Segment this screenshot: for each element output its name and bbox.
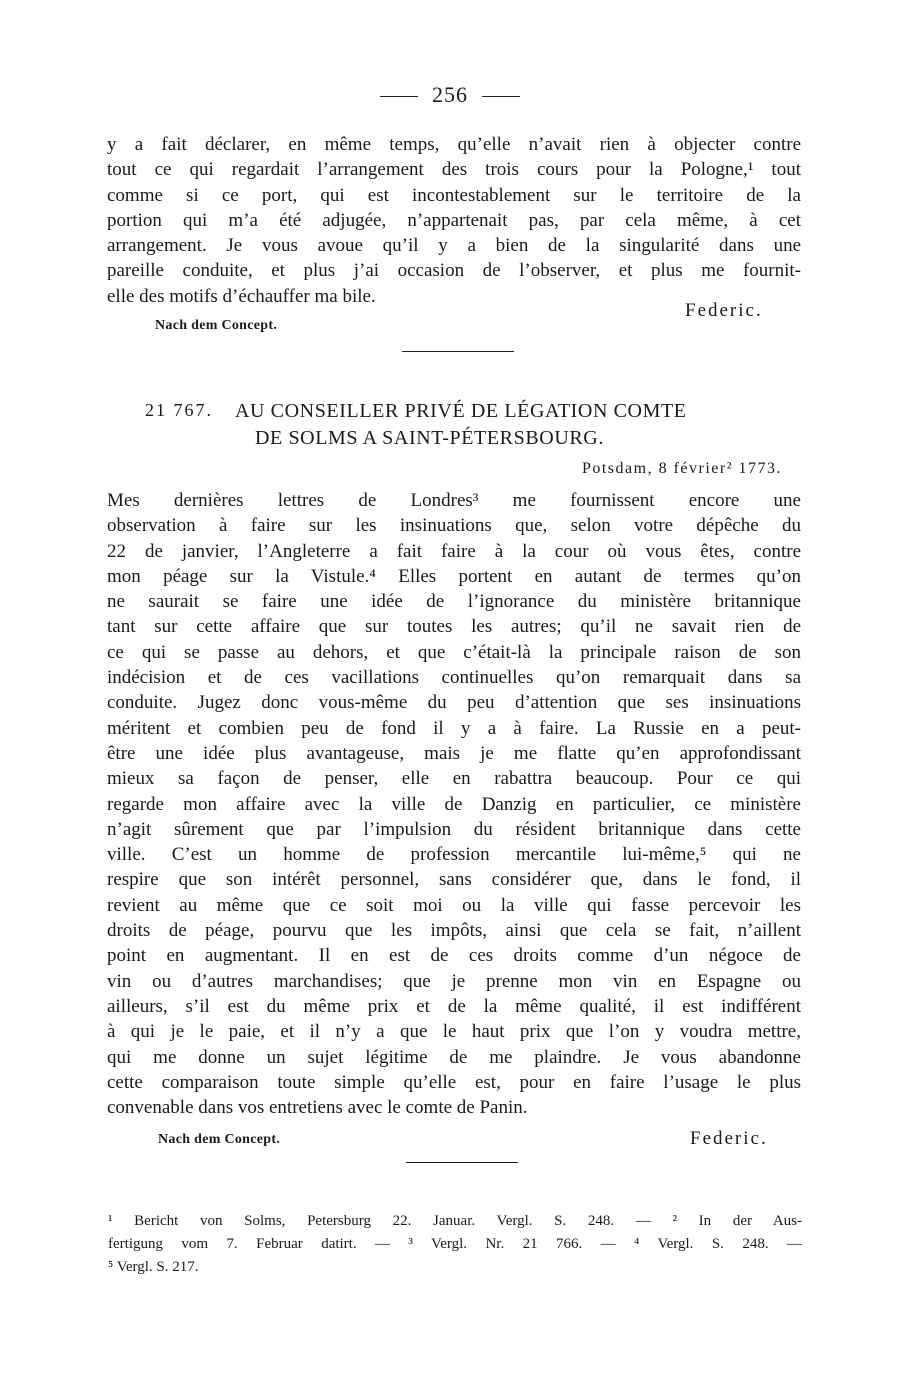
paragraph-line: elle des motifs d’échauffer ma bile. bbox=[107, 285, 376, 307]
letter-body-line: ailleurs, s’il est du même prix et de la même qualité, il est indifférent bbox=[107, 995, 801, 1017]
signature-federic-1: Federic. bbox=[685, 300, 763, 321]
letter-body-line: ville. C’est un homme de profession mercantile lui-même,⁵ qui ne bbox=[107, 844, 801, 866]
letter-body-line: observation à faire sur les insinuations que, selon votre dépêche du bbox=[107, 515, 801, 537]
letter-body-line: tant sur cette affaire que sur toutes les autres; qu’il ne savait rien de bbox=[107, 616, 801, 638]
page-number-header bbox=[0, 82, 900, 108]
letter-body-line: ne saurait se faire une idée de l’ignorance du ministère britannique bbox=[107, 591, 801, 613]
letter-body-line: à qui je le paie, et il n’y a que le haut prix que l’on y voudra mettre, bbox=[107, 1021, 801, 1043]
signature-federic-2: Federic. bbox=[690, 1128, 768, 1149]
paragraph-line: tout ce qui regardait l’arrangement des trois cours pour la Pologne,¹ tout bbox=[107, 159, 801, 181]
page-number: 256 bbox=[432, 82, 468, 107]
source-note-1: Nach dem Concept. bbox=[155, 318, 278, 333]
letter-body-line: cette comparaison toute simple qu’elle est, pour en faire l’usage le plus bbox=[107, 1071, 801, 1093]
letter-body-line: droits de péage, pourvu que les impôts, ainsi que cela se fait, n’aillent bbox=[107, 920, 801, 942]
letter-body-line: point en augmentant. Il en est de ces droits comme d’un négoce de bbox=[107, 945, 801, 967]
letter-body-line: 22 de janvier, l’Angleterre a fait faire à la cour où vous êtes, contre bbox=[107, 540, 801, 562]
paragraph-line: pareille conduite, et plus j’ai occasion de l’observer, et plus me fournit- bbox=[107, 260, 801, 282]
top-paragraph bbox=[107, 132, 801, 309]
paragraph-line: portion qui m’a été adjugée, n’appartenait pas, par cela même, à cet bbox=[107, 209, 801, 231]
letter-dateline: Potsdam, 8 février² 1773. bbox=[581, 460, 782, 477]
paragraph-line: comme si ce port, qui est incontestablement sur le territoire de la bbox=[107, 184, 801, 206]
footnote-line: fertigung vom 7. Februar datirt. — ³ Vergl. Nr. 21 766. — ⁴ Vergl. S. 248. — bbox=[108, 1236, 802, 1252]
footnote-line: ⁵ Vergl. S. 217. bbox=[108, 1259, 199, 1275]
letter-body-line: convenable dans vos entretiens avec le comte de Panin. bbox=[107, 1097, 528, 1119]
letter-body-line: respire que son intérêt personnel, sans considérer que, dans le fond, il bbox=[107, 869, 801, 891]
letter-body-line: mieux sa façon de penser, elle en rabattra beaucoup. Pour ce qui bbox=[107, 768, 801, 790]
paragraph-line: y a fait déclarer, en même temps, qu’elle n’avait rien à objecter contre bbox=[107, 134, 801, 155]
letter-body-line: être une idée plus avantageuse, mais je me flatte qu’en approfondissant bbox=[107, 742, 801, 764]
letter-body-line: mon péage sur la Vistule.⁴ Elles portent en autant de termes qu’on bbox=[107, 565, 801, 587]
letter-body-line: qui me donne un sujet légitime de me plaindre. Je vous abandonne bbox=[107, 1046, 801, 1068]
paragraph-line: arrangement. Je vous avoue qu’il y a bien de la singularité dans une bbox=[107, 235, 801, 257]
letter-body-line: conduite. Jugez donc vous-même du peu d’attention que ses insinuations bbox=[107, 692, 801, 714]
letter-body bbox=[107, 488, 801, 1120]
letter-body-line: méritent et combien peu de fond il y a à faire. La Russie en a peut- bbox=[107, 717, 801, 739]
footnotes bbox=[108, 1210, 802, 1279]
letter-body-line: n’agit sûrement que par l’impulsion du résident britannique dans cette bbox=[107, 818, 801, 840]
footnote-line: ¹ Bericht von Solms, Petersburg 22. Januar. Vergl. S. 248. — ² In der Aus- bbox=[108, 1213, 802, 1229]
letter-heading-line1: AU CONSEILLER PRIVÉ DE LÉGATION COMTE bbox=[235, 400, 687, 422]
letter-body-line: revient au même que ce soit moi ou la ville qui fasse percevoir les bbox=[107, 894, 801, 916]
page-number-dash-left bbox=[380, 96, 418, 97]
section-divider-2 bbox=[406, 1162, 518, 1163]
letter-body-line: Mes dernières lettres de Londres³ me fournissent encore une bbox=[107, 490, 801, 511]
letter-body-line: vin ou d’autres marchandises; que je prenne mon vin en Espagne ou bbox=[107, 970, 801, 992]
source-note-2: Nach dem Concept. bbox=[158, 1132, 281, 1147]
letter-body-line: regarde mon affaire avec la ville de Danzig en particulier, ce ministère bbox=[107, 793, 801, 815]
letter-heading-line2: DE SOLMS A SAINT-PÉTERSBOURG. bbox=[255, 427, 604, 449]
letter-body-line: ce qui se passe au dehors, et que c’était-là la principale raison de son bbox=[107, 641, 801, 663]
page-number-dash-right bbox=[482, 96, 520, 97]
letter-number: 21 767. bbox=[145, 400, 213, 420]
section-divider-1 bbox=[402, 351, 514, 352]
letter-body-line: indécision et de ces vacillations continuelles qu’on remarquait dans sa bbox=[107, 667, 801, 689]
